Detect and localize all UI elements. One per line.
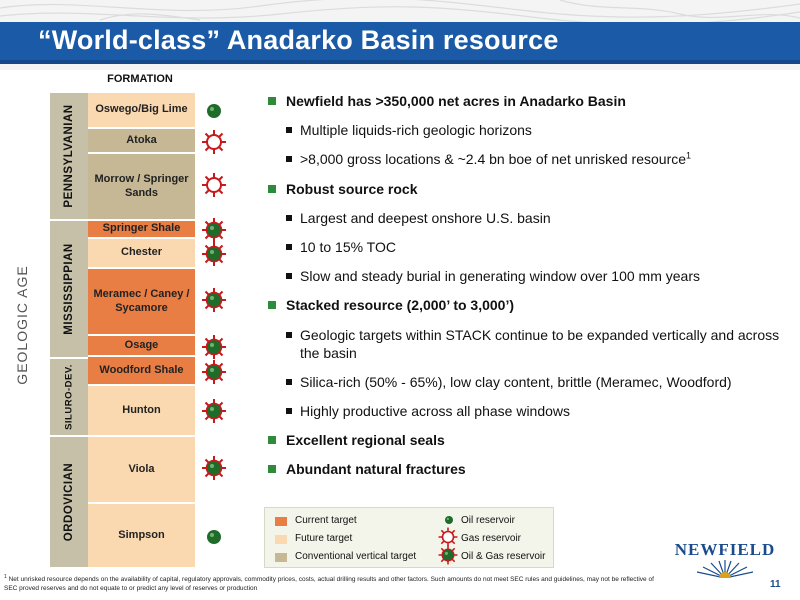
formation-meramec-caney-sycamore: Meramec / Caney / Sycamore	[88, 269, 195, 336]
sub-bullet-burial: Slow and steady burial in generating window over 100 mm years	[268, 267, 793, 285]
sub-bullet-horizons: Multiple liquids-rich geologic horizons	[268, 121, 793, 139]
bullet-list	[268, 92, 793, 490]
title-banner	[0, 0, 800, 70]
oil-gas-reservoir-icon	[200, 397, 228, 425]
footnote: $^1$ Net unrisked resource depends on the availability of capital, regulatory approvals, commodity prices, costs, actual drilling results and other factors. Such amounts do not meet SEC rules and guidelines, may not be reflective of SEC proved reserves and do not equate to or predict any level of reserves or production	[4, 574, 654, 592]
legend-current-target: Current target	[295, 515, 357, 526]
current-target-swatch	[275, 517, 287, 526]
era-ordovician: ORDOVICIAN	[50, 437, 88, 569]
gas-reservoir-icon	[200, 128, 228, 156]
era-siluro-devonian: SILURO-DEV.	[50, 359, 88, 437]
formation-osage: Osage	[88, 336, 195, 357]
geologic-age-label: GEOLOGIC AGE	[14, 265, 30, 385]
sub-bullet-locations: >8,000 gross locations & ~2.4 bn boe of net unrisked resource$^1$	[268, 150, 793, 168]
oil-gas-reservoir-icon	[200, 333, 228, 361]
slide-title: “World-class” Anadarko Basin resource	[38, 25, 559, 55]
sunburst-logo-icon	[695, 560, 755, 578]
future-target-swatch	[275, 535, 287, 544]
sub-bullet-geologic-targets: Geologic targets within STACK continue to be expanded vertically and across the basin	[268, 326, 793, 362]
sub-bullet-largest-basin: Largest and deepest onshore U.S. basin	[268, 209, 793, 227]
logo-wordmark: NEWFIELD	[674, 540, 776, 559]
oil-reservoir-icon	[200, 523, 228, 551]
formation-morrow-springer-sands: Morrow / Springer Sands	[88, 154, 195, 221]
formation-atoka: Atoka	[88, 129, 195, 154]
legend-oil-reservoir: Oil reservoir	[461, 515, 515, 526]
formation-viola: Viola	[88, 437, 195, 504]
era-mississippian: MISSISSIPPIAN	[50, 221, 88, 359]
legend-oil-gas-reservoir: Oil & Gas reservoir	[461, 551, 546, 562]
oil-gas-reservoir-icon	[200, 358, 228, 386]
page-number: 11	[770, 579, 781, 590]
oil-gas-reservoir-icon	[200, 240, 228, 268]
oil-gas-reservoir-icon	[437, 544, 459, 566]
formation-chester: Chester	[88, 239, 195, 269]
legend	[264, 507, 554, 568]
era-pennsylvanian: PENNSYLVANIAN	[50, 93, 88, 221]
oil-reservoir-icon	[200, 97, 228, 125]
bullet-regional-seals: Excellent regional seals	[268, 431, 793, 449]
bullet-net-acres: Newfield has >350,000 net acres in Anadarko Basin	[268, 92, 793, 110]
bullet-natural-fractures: Abundant natural fractures	[268, 460, 793, 478]
legend-conventional-target: Conventional vertical target	[295, 551, 417, 562]
formation-springer-shale: Springer Shale	[88, 221, 195, 239]
gas-reservoir-icon	[200, 171, 228, 199]
newfield-logo	[666, 540, 784, 580]
sub-bullet-silica-rich: Silica-rich (50% - 65%), low clay content, brittle (Meramec, Woodford)	[268, 373, 793, 391]
sub-bullet-toc: 10 to 15% TOC	[268, 238, 793, 256]
bullet-source-rock: Robust source rock	[268, 180, 793, 198]
oil-gas-reservoir-icon	[200, 286, 228, 314]
legend-gas-reservoir: Gas reservoir	[461, 533, 522, 544]
formation-woodford-shale: Woodford Shale	[88, 357, 195, 386]
formation-oswego-big-lime: Oswego/Big Lime	[88, 93, 195, 129]
formation-simpson: Simpson	[88, 504, 195, 569]
oil-gas-reservoir-icon	[200, 454, 228, 482]
legend-future-target: Future target	[295, 533, 353, 544]
conventional-target-swatch	[275, 553, 287, 562]
bullet-stacked-resource: Stacked resource (2,000’ to 3,000’)	[268, 296, 793, 314]
formation-hunton: Hunton	[88, 386, 195, 437]
formation-column-header: FORMATION	[107, 73, 173, 85]
sub-bullet-productive: Highly productive across all phase windows	[268, 402, 793, 420]
